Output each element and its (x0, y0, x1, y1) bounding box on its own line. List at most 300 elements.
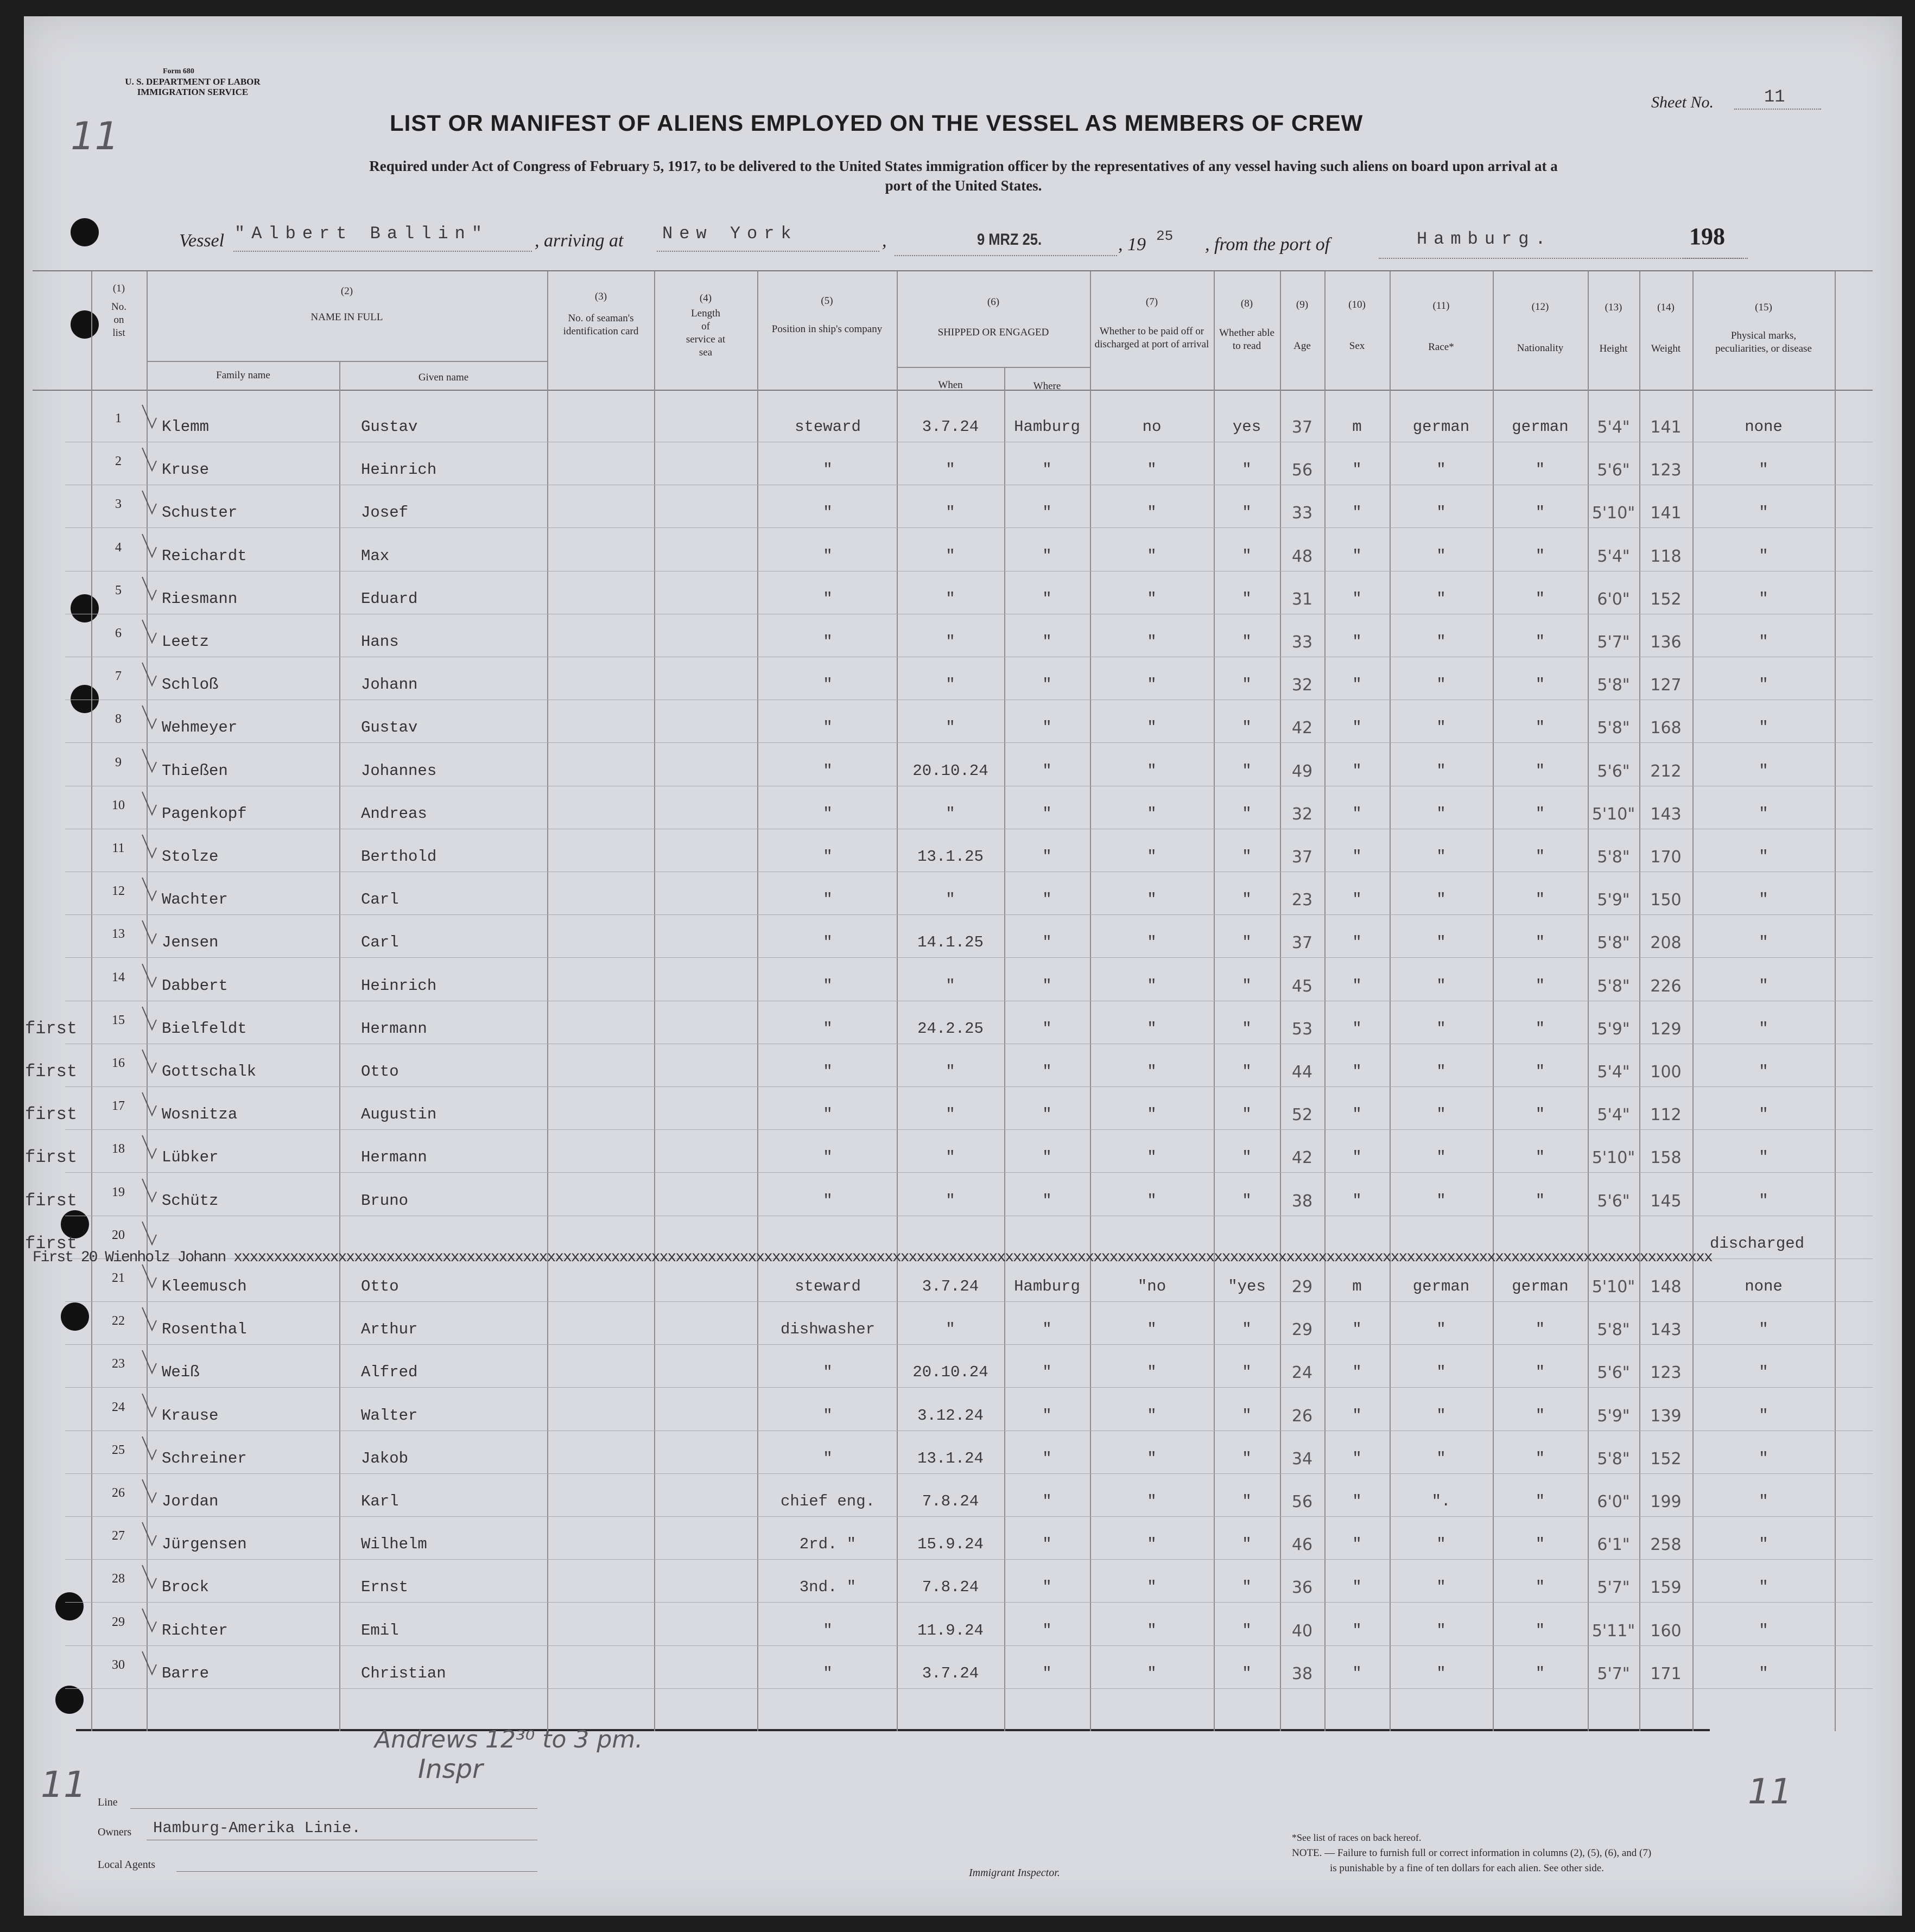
row-number-cell: 21 (112, 1271, 125, 1285)
race-cell: " (1436, 891, 1446, 908)
footer-line-label: Line (98, 1796, 118, 1808)
able-to-read-cell: " (1242, 977, 1252, 995)
family-name-cell: Riesmann (162, 590, 238, 608)
age-cell: 49 (1291, 762, 1313, 781)
col14-label: Weight (1651, 343, 1681, 354)
family-name-cell: Wehmeyer (162, 719, 238, 736)
race-cell: " (1436, 1063, 1446, 1081)
shipped-where-cell: " (1042, 504, 1052, 522)
col10-label: Sex (1349, 340, 1365, 352)
able-to-read-cell: " (1242, 547, 1252, 565)
physical-marks-cell: " (1759, 1105, 1768, 1123)
position-cell: steward (795, 418, 861, 436)
margin-note-first: first (25, 1147, 78, 1167)
sex-cell: " (1352, 762, 1362, 780)
physical-marks-cell: " (1759, 1407, 1768, 1425)
physical-marks-cell: " (1759, 1148, 1768, 1166)
race-cell: " (1436, 1363, 1446, 1381)
weight-cell: 145 (1650, 1192, 1682, 1211)
shipped-where-cell: " (1042, 719, 1052, 736)
row-rule (65, 1688, 1873, 1689)
position-cell: " (823, 1363, 833, 1381)
col12-number: (12) (1531, 301, 1549, 313)
shipped-where-cell: " (1042, 1407, 1052, 1425)
given-name-cell: Heinrich (361, 977, 437, 995)
physical-marks-cell: " (1759, 676, 1768, 694)
col11-label: Race* (1428, 341, 1454, 353)
paid-off-cell: " (1147, 590, 1157, 608)
sheet-label: Sheet No. (1651, 93, 1714, 111)
sex-cell: " (1352, 633, 1362, 651)
nationality-cell: " (1535, 1535, 1545, 1553)
race-cell: " (1436, 1407, 1446, 1425)
paid-off-cell: "no (1137, 1278, 1166, 1295)
family-name-cell: Jordan (162, 1492, 219, 1510)
race-cell: " (1436, 1105, 1446, 1123)
shipped-when-cell: " (946, 1148, 955, 1166)
given-name-cell: Gustav (361, 418, 418, 436)
weight-cell: 148 (1650, 1278, 1682, 1297)
family-name-cell: Pagenkopf (162, 805, 247, 823)
col8-header (1215, 297, 1279, 353)
sex-cell: " (1352, 1020, 1362, 1038)
column-divider (1324, 271, 1326, 1731)
col9-label: Age (1293, 340, 1311, 352)
age-cell: 48 (1291, 547, 1313, 566)
physical-marks-cell: " (1759, 504, 1768, 522)
paid-off-cell: " (1147, 719, 1157, 736)
column-divider (339, 361, 340, 1731)
col13-header (1589, 301, 1638, 355)
row-number-cell: 20 (112, 1228, 125, 1242)
shipped-where-cell: " (1042, 1320, 1052, 1338)
sheet-number: 11 (1764, 87, 1785, 107)
family-name-cell: Barre (162, 1664, 210, 1682)
position-cell: steward (795, 1278, 861, 1295)
footer-penalty-note-2: is punishable by a fine of ten dollars for each alien. See other side. (1330, 1863, 1604, 1874)
age-cell: 34 (1291, 1450, 1313, 1469)
shipped-when-cell: " (946, 805, 955, 823)
paid-off-cell: " (1147, 1063, 1157, 1081)
able-to-read-cell: " (1242, 1450, 1252, 1467)
sex-cell: " (1352, 848, 1362, 866)
family-name-cell: Schuster (162, 504, 238, 522)
sex-cell: " (1352, 977, 1362, 995)
position-cell: " (823, 1622, 833, 1639)
weight-cell: 141 (1650, 504, 1682, 523)
given-name-cell: Hermann (361, 1148, 427, 1166)
able-to-read-cell: " (1242, 1535, 1252, 1553)
position-cell: " (823, 1105, 833, 1123)
nationality-cell: " (1535, 1105, 1545, 1123)
row-number-cell: 23 (112, 1357, 125, 1371)
weight-cell: 226 (1650, 977, 1682, 996)
physical-marks-cell: " (1759, 762, 1768, 780)
given-name-cell: Heinrich (361, 461, 437, 479)
paid-off-cell: " (1147, 762, 1157, 780)
family-name-cell: Kruse (162, 461, 210, 479)
row-number-cell: 10 (112, 798, 125, 812)
row-number-cell: 12 (112, 884, 125, 898)
sex-cell: " (1352, 1492, 1362, 1510)
row-rule (65, 1086, 1873, 1087)
col2-family-header: Family name (216, 370, 270, 381)
race-cell: " (1436, 762, 1446, 780)
paid-off-cell: " (1147, 1535, 1157, 1553)
check-tick-icon (140, 1262, 162, 1295)
height-cell: 5'10" (1591, 504, 1635, 523)
race-cell: " (1436, 633, 1446, 651)
physical-marks-cell: none (1745, 418, 1783, 436)
col2-given-header: Given name (418, 372, 469, 383)
shipped-where-cell: " (1042, 633, 1052, 651)
height-cell: 5'9" (1597, 1407, 1630, 1426)
arriving-port: New York (662, 224, 798, 244)
arriving-comma: , (882, 231, 887, 251)
col12-header (1494, 301, 1587, 355)
sex-cell: m (1352, 1278, 1362, 1295)
shipped-when-cell: " (946, 977, 955, 995)
row-number-cell: 28 (112, 1572, 125, 1586)
height-cell: 5'6" (1597, 762, 1630, 781)
shipped-where-cell: " (1042, 1622, 1052, 1639)
position-cell: chief eng. (780, 1492, 876, 1510)
sex-cell: " (1352, 1450, 1362, 1467)
footer-agents-rule (176, 1871, 537, 1872)
column-divider (757, 271, 758, 1731)
shipped-subheader-line (897, 367, 1090, 368)
weight-cell: 258 (1650, 1535, 1682, 1554)
family-name-cell: Stolze (162, 848, 219, 866)
age-cell: 56 (1291, 1492, 1313, 1511)
height-cell: 5'7" (1597, 1578, 1630, 1597)
weight-cell: 170 (1650, 848, 1682, 867)
physical-marks-cell: " (1759, 1450, 1768, 1467)
given-name-cell: Jakob (361, 1450, 409, 1467)
nationality-cell: " (1535, 1320, 1545, 1338)
weight-cell: 212 (1650, 762, 1682, 781)
col10-number: (10) (1348, 299, 1366, 310)
col13-label: Height (1599, 343, 1628, 354)
sex-cell: " (1352, 1363, 1362, 1381)
column-divider (1692, 271, 1694, 1731)
col7-label: Whether to be paid off or discharged at port of arrival (1094, 326, 1209, 350)
family-name-cell: Bielfeldt (162, 1020, 247, 1038)
weight-cell: 139 (1650, 1407, 1682, 1426)
family-name-cell: Dabbert (162, 977, 228, 995)
paid-off-cell: " (1147, 848, 1157, 866)
sex-cell: " (1352, 1578, 1362, 1596)
race-cell: " (1436, 719, 1446, 736)
given-name-cell: Wilhelm (361, 1535, 427, 1553)
row-number-cell: 6 (115, 626, 122, 640)
able-to-read-cell: "yes (1228, 1278, 1266, 1295)
shipped-when-cell: 3.7.24 (922, 1664, 979, 1682)
age-cell: 45 (1291, 977, 1313, 996)
row-number-cell: 29 (112, 1615, 125, 1629)
paid-off-cell: " (1147, 891, 1157, 908)
given-name-cell: Ernst (361, 1578, 409, 1596)
age-cell: 42 (1291, 719, 1313, 738)
row-rule (65, 1301, 1873, 1302)
given-name-cell: Emil (361, 1622, 399, 1639)
physical-marks-cell: " (1759, 848, 1768, 866)
col10-header (1326, 298, 1388, 353)
bottom-left-handwritten-mark: 11 (41, 1764, 86, 1806)
race-cell: " (1436, 676, 1446, 694)
height-cell: 6'1" (1597, 1535, 1630, 1554)
physical-marks-cell: " (1759, 1363, 1768, 1381)
column-divider (1835, 271, 1836, 1731)
sex-cell: " (1352, 1535, 1362, 1553)
family-name-cell: Richter (162, 1622, 228, 1639)
sex-cell: " (1352, 1664, 1362, 1682)
sex-cell: " (1352, 933, 1362, 951)
sex-cell: " (1352, 1622, 1362, 1639)
position-cell: " (823, 461, 833, 479)
race-cell: " (1436, 805, 1446, 823)
position-cell: " (823, 676, 833, 694)
row-number-cell: 9 (115, 755, 122, 770)
sex-cell: " (1352, 1105, 1362, 1123)
given-name-cell: Alfred (361, 1363, 418, 1381)
able-to-read-cell: " (1242, 719, 1252, 736)
shipped-where-cell: " (1042, 461, 1052, 479)
row-number-cell: 8 (115, 712, 122, 726)
col13-number: (13) (1605, 302, 1622, 313)
weight-cell: 127 (1650, 676, 1682, 695)
position-cell: " (823, 1407, 833, 1425)
family-name-cell: Thießen (162, 762, 228, 780)
check-tick-icon (140, 1005, 162, 1037)
col11-number: (11) (1432, 300, 1450, 312)
height-cell: 5'7" (1597, 633, 1630, 652)
sex-cell: " (1352, 504, 1362, 522)
race-cell: " (1436, 848, 1446, 866)
col15-label: Physical marks, peculiarities, or disease (1715, 330, 1812, 354)
nationality-cell: " (1535, 1664, 1545, 1682)
row-number-cell: 3 (115, 497, 122, 511)
position-cell: " (823, 1148, 833, 1166)
row-rule (65, 1516, 1873, 1517)
col1-label: No. on list (111, 301, 126, 339)
shipped-where-cell: " (1042, 676, 1052, 694)
race-cell: " (1436, 1450, 1446, 1467)
shipped-where-cell: " (1042, 1492, 1052, 1510)
shipped-when-cell: " (946, 461, 955, 479)
col2-label: NAME IN FULL (310, 312, 383, 323)
check-tick-icon (140, 962, 162, 994)
arriving-label: , arriving at (535, 231, 624, 251)
given-name-cell: Max (361, 547, 390, 565)
col12-label: Nationality (1517, 342, 1564, 354)
paid-off-cell: " (1147, 805, 1157, 823)
punch-hole (61, 1302, 89, 1331)
shipped-when-cell: 7.8.24 (922, 1578, 979, 1596)
check-tick-icon (140, 403, 162, 435)
corner-handwritten-mark: 11 (71, 114, 119, 158)
shipped-where-cell: " (1042, 933, 1052, 951)
page-subtitle (136, 156, 1791, 195)
weight-cell: 112 (1650, 1105, 1682, 1124)
height-cell: 5'4" (1597, 1105, 1630, 1124)
nationality-cell: " (1535, 633, 1545, 651)
weight-cell: 136 (1650, 633, 1682, 652)
col8-number: (8) (1240, 298, 1253, 309)
shipped-where-cell: " (1042, 762, 1052, 780)
col4-number: (4) (699, 293, 712, 304)
position-cell: " (823, 590, 833, 608)
height-cell: 5'9" (1597, 1020, 1630, 1039)
able-to-read-cell: " (1242, 1578, 1252, 1596)
sex-cell: " (1352, 1192, 1362, 1210)
nationality-cell: " (1535, 1450, 1545, 1467)
given-name-cell: Andreas (361, 805, 427, 823)
family-name-cell: Reichardt (162, 547, 247, 565)
family-name-cell: Lübker (162, 1148, 219, 1166)
page-title: LIST OR MANIFEST OF ALIENS EMPLOYED ON THE VESSEL AS MEMBERS OF CREW (390, 110, 1364, 136)
col6-when-header: When (938, 379, 963, 391)
age-cell: 52 (1291, 1105, 1313, 1124)
race-cell: " (1436, 547, 1446, 565)
weight-cell: 143 (1650, 1320, 1682, 1339)
arriving-port-line (657, 251, 879, 252)
height-cell: 5'8" (1597, 1450, 1630, 1469)
row-number-cell: 30 (112, 1658, 125, 1672)
race-cell: " (1436, 1320, 1446, 1338)
given-name-cell: Arthur (361, 1320, 418, 1338)
age-cell: 23 (1291, 891, 1313, 910)
age-cell: 38 (1291, 1664, 1313, 1683)
column-divider (1588, 271, 1589, 1731)
able-to-read-cell: " (1242, 762, 1252, 780)
sex-cell: " (1352, 676, 1362, 694)
nationality-cell: " (1535, 762, 1545, 780)
punch-hole (71, 218, 99, 246)
nationality-cell: " (1535, 1192, 1545, 1210)
height-cell: 5'8" (1597, 676, 1630, 695)
col15-header (1694, 301, 1834, 355)
able-to-read-cell: " (1242, 1622, 1252, 1639)
row-rule (65, 1344, 1873, 1345)
paid-off-cell: " (1147, 1407, 1157, 1425)
nationality-cell: german (1512, 1278, 1569, 1295)
height-cell: 5'4" (1597, 1063, 1630, 1082)
check-tick-icon (140, 1219, 162, 1252)
physical-marks-cell: " (1759, 1664, 1768, 1682)
weight-cell: 123 (1650, 1363, 1682, 1382)
check-tick-icon (140, 1090, 162, 1123)
check-tick-icon (140, 1563, 162, 1596)
race-cell: " (1436, 504, 1446, 522)
race-cell: " (1436, 1020, 1446, 1038)
age-cell: 37 (1291, 418, 1313, 437)
nationality-cell: " (1535, 719, 1545, 736)
able-to-read-cell: " (1242, 1492, 1252, 1510)
position-cell: " (823, 805, 833, 823)
age-cell: 33 (1291, 504, 1313, 523)
weight-cell: 160 (1650, 1622, 1682, 1641)
nationality-cell: german (1512, 418, 1569, 436)
physical-marks-cell: " (1759, 1622, 1768, 1639)
height-cell: 5'8" (1597, 1320, 1630, 1339)
paid-off-cell: " (1147, 1105, 1157, 1123)
col7-header (1091, 296, 1213, 351)
nationality-cell: " (1535, 590, 1545, 608)
family-name-cell: Weiß (162, 1363, 200, 1381)
paid-off-cell: " (1147, 1020, 1157, 1038)
check-tick-icon (140, 790, 162, 822)
shipped-where-cell: " (1042, 1363, 1052, 1381)
given-name-cell: Augustin (361, 1105, 437, 1123)
form-identifier (103, 66, 282, 97)
physical-marks-cell: " (1759, 1492, 1768, 1510)
nationality-cell: " (1535, 1578, 1545, 1596)
given-name-cell: Eduard (361, 590, 418, 608)
shipped-where-cell: " (1042, 1664, 1052, 1682)
nationality-cell: " (1535, 1148, 1545, 1166)
shipped-when-cell: 13.1.25 (917, 848, 984, 866)
column-divider (91, 271, 92, 1731)
physical-marks-cell: " (1759, 805, 1768, 823)
paid-off-cell: " (1147, 933, 1157, 951)
check-tick-icon (140, 618, 162, 650)
height-cell: 5'9" (1597, 891, 1630, 910)
sex-cell: m (1352, 418, 1362, 436)
physical-marks-cell: " (1759, 1320, 1768, 1338)
weight-cell: 129 (1650, 1020, 1682, 1039)
form-service: IMMIGRATION SERVICE (137, 87, 249, 97)
shipped-where-cell: Hamburg (1014, 1278, 1080, 1295)
shipped-when-cell: 3.7.24 (922, 418, 979, 436)
height-cell: 6'0" (1597, 590, 1630, 609)
able-to-read-cell: " (1242, 1020, 1252, 1038)
paid-off-cell: " (1147, 1622, 1157, 1639)
able-to-read-cell: " (1242, 676, 1252, 694)
nationality-cell: " (1535, 891, 1545, 908)
margin-note-first: first (25, 1104, 78, 1124)
col8-label: Whether able to read (1219, 327, 1274, 352)
weight-cell: 171 (1650, 1664, 1682, 1683)
shipped-when-cell: 14.1.25 (917, 933, 984, 951)
weight-cell: 150 (1650, 891, 1682, 910)
shipped-when-cell: " (946, 719, 955, 736)
age-cell: 38 (1291, 1192, 1313, 1211)
race-cell: german (1412, 1278, 1470, 1295)
sex-cell: " (1352, 891, 1362, 908)
paid-off-cell: " (1147, 1492, 1157, 1510)
col4-label: Length of service at sea (686, 308, 726, 358)
weight-cell: 152 (1650, 590, 1682, 609)
position-cell: dishwasher (780, 1320, 876, 1338)
shipped-when-cell: " (946, 1192, 955, 1210)
shipped-where-cell: " (1042, 1148, 1052, 1166)
row-rule (65, 1645, 1873, 1646)
age-cell: 37 (1291, 848, 1313, 867)
sex-cell: " (1352, 719, 1362, 736)
row-number-cell: 11 (112, 841, 125, 855)
row-rule (65, 957, 1873, 958)
nationality-cell: " (1535, 1020, 1545, 1038)
position-cell: " (823, 1192, 833, 1210)
age-cell: 24 (1291, 1363, 1313, 1382)
family-name-cell: Brock (162, 1578, 210, 1596)
punch-hole (55, 1592, 84, 1620)
family-name-cell: Jürgensen (162, 1535, 247, 1553)
shipped-when-cell: " (946, 1320, 955, 1338)
able-to-read-cell: " (1242, 805, 1252, 823)
name-subheader-line (147, 361, 547, 362)
